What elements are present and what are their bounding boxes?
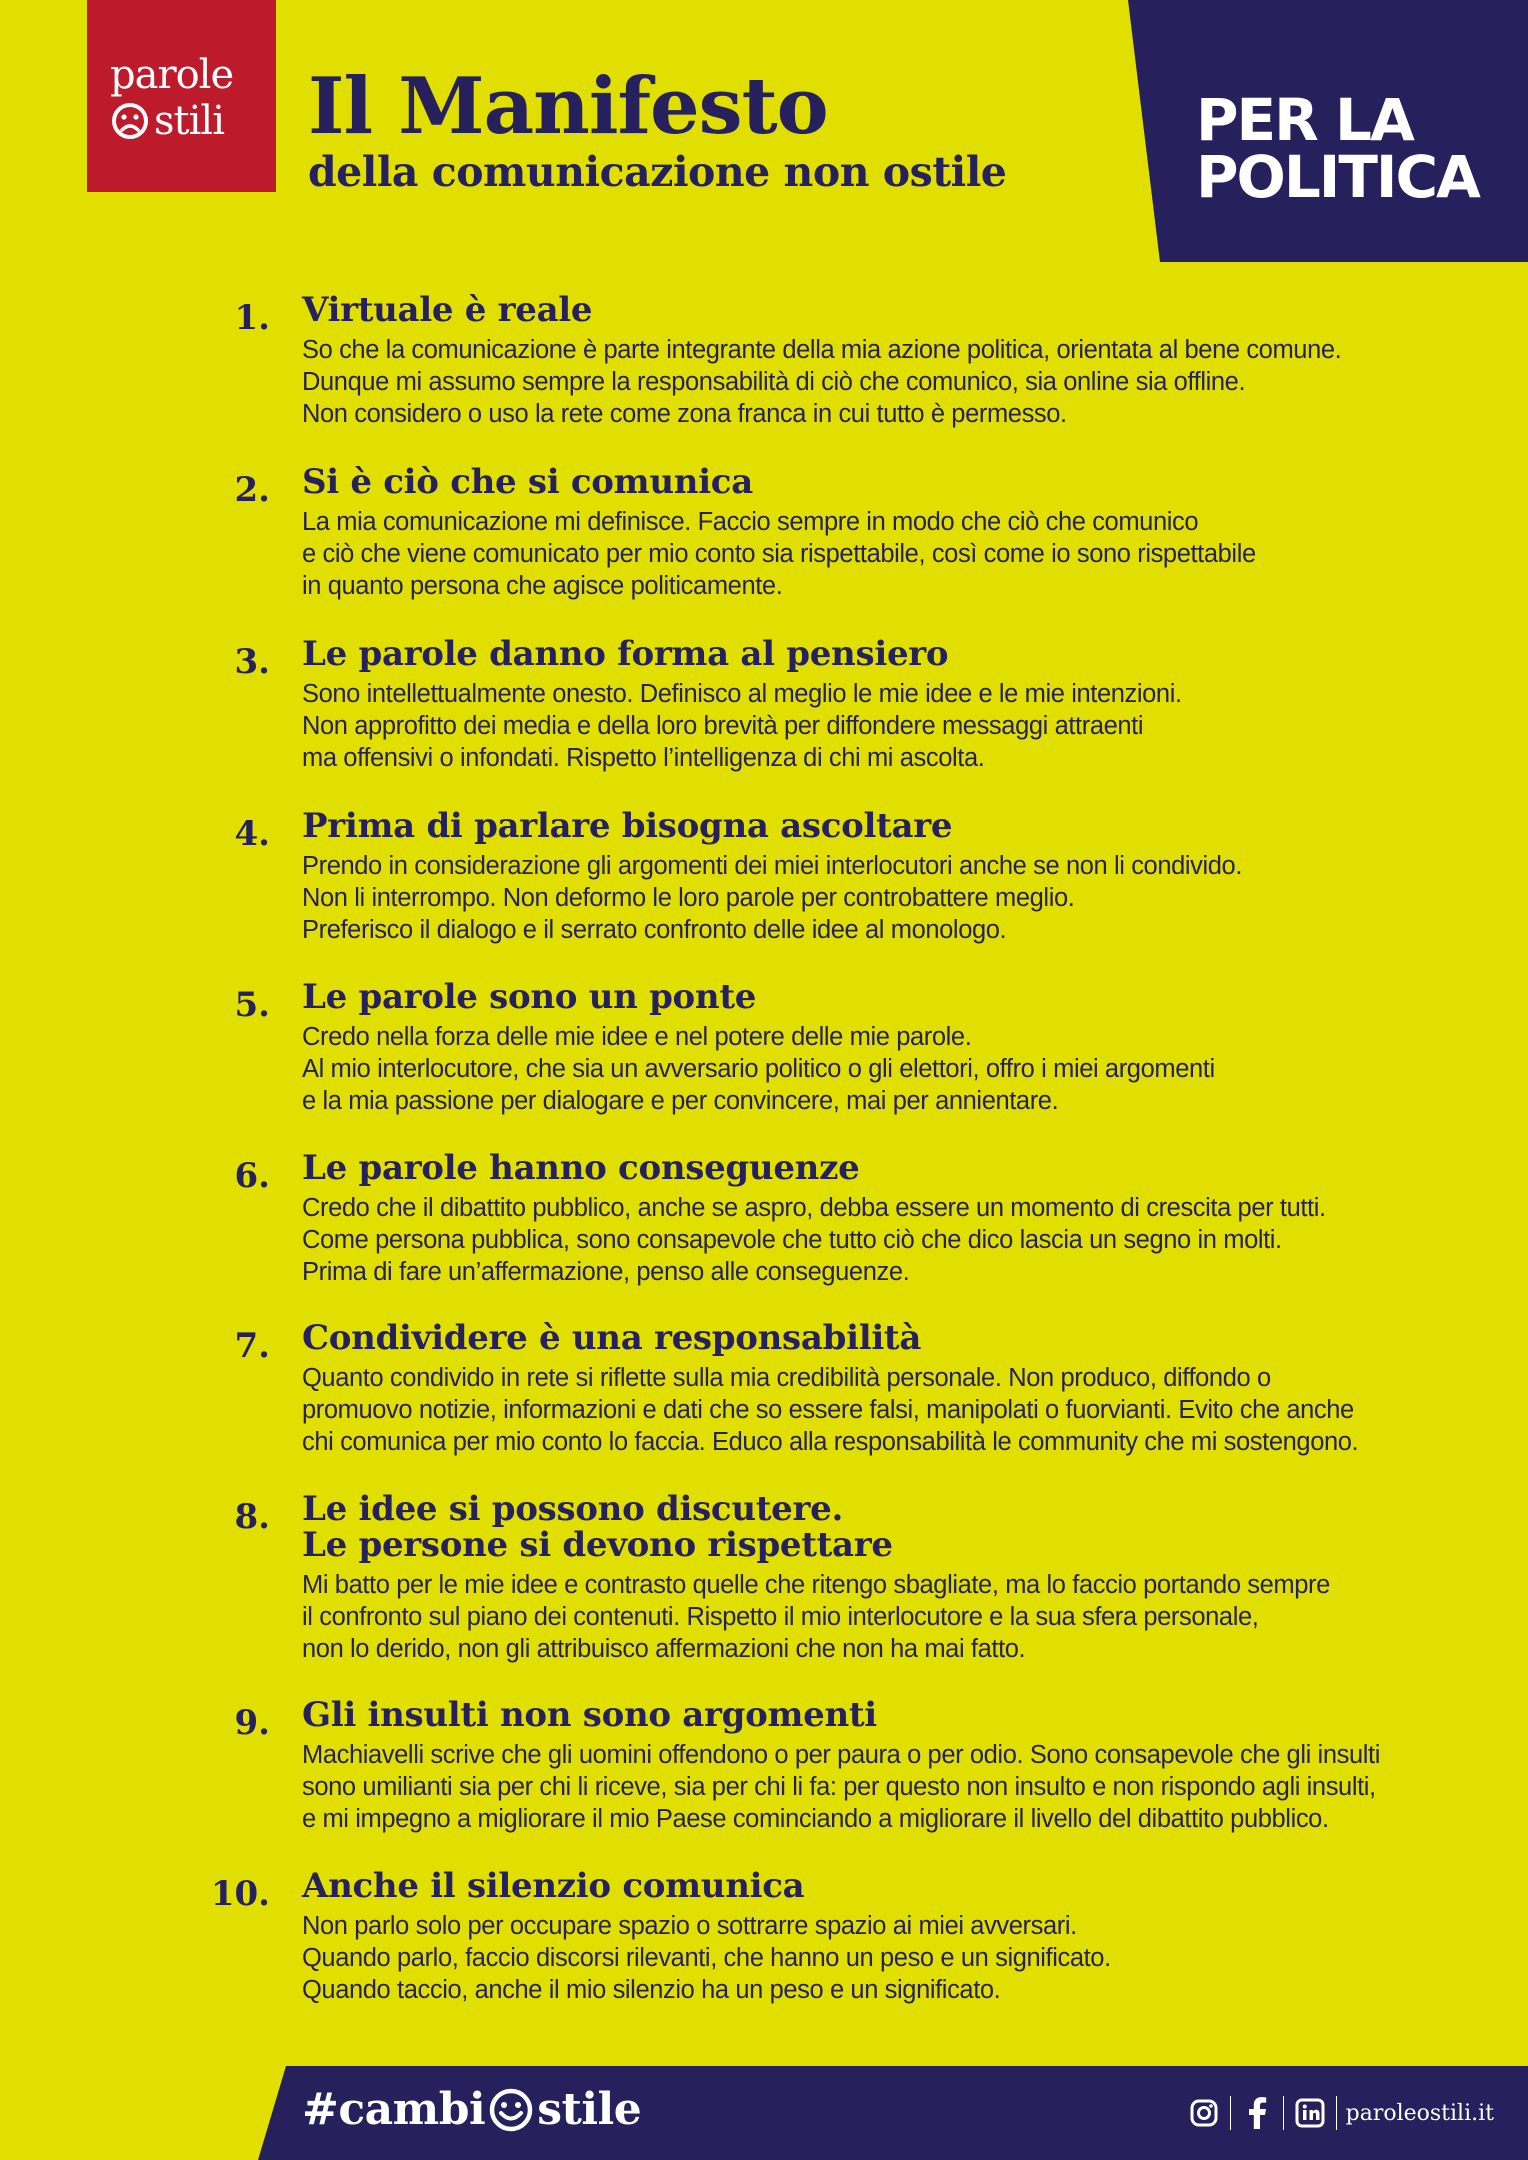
item-number: 10. [210,1874,270,1914]
item-body-line: Dunque mi assumo sempre la responsabilità di ciò che comunico, sia online sia offline. [302,368,1246,396]
item-body-line: Quando taccio, anche il mio silenzio ha un peso e un significato. [302,1976,1001,2004]
campaign-hashtag [302,2084,641,2135]
divider [1336,2096,1337,2130]
item-body-line: Preferisco il dialogo e il serrato confronto delle idee al monologo. [302,916,1007,944]
item-body [302,506,1256,602]
item-body-line: Non parlo solo per occupare spazio o sottrarre spazio ai miei avversari. [302,1912,1077,1940]
linkedin-icon[interactable] [1293,2096,1327,2130]
item-title [302,636,948,672]
item-body-line: La mia comunicazione mi definisce. Faccio sempre in modo che ciò che comunico [302,508,1199,536]
item-title-line: Condividere è una responsabilità [302,1318,922,1358]
item-number: 8. [234,1497,270,1537]
item-number: 1. [234,298,270,338]
item-body [302,1192,1326,1288]
divider [1283,2096,1284,2130]
item-title-line: Le persone si devono rispettare [302,1525,893,1565]
item-body-line: Non approfitto dei media e della loro brevità per diffondere messaggi attraenti [302,712,1144,740]
item-number: 3. [234,642,270,682]
item-title-line: Le parole hanno conseguenze [302,1148,860,1188]
item-title-line: Virtuale è reale [302,290,593,330]
sad-face-icon [110,101,150,141]
item-title [302,1491,893,1563]
item-body [302,334,1341,430]
item-body [302,1569,1330,1665]
facebook-icon[interactable] [1240,2096,1274,2130]
item-body-line: So che la comunicazione è parte integrante della mia azione politica, orientata al bene comune. [302,336,1342,364]
item-number: 6. [234,1156,270,1196]
item-title-line: Prima di parlare bisogna ascoltare [302,806,953,846]
item-body-line: Come persona pubblica, sono consapevole che tutto ciò che dico lascia un segno in molti. [302,1226,1282,1254]
item-body-line: Non considero o uso la rete come zona franca in cui tutto è permesso. [302,400,1067,428]
item-body [302,1021,1215,1117]
badge-line-1: PER LA [1196,86,1413,154]
item-body-line: Sono intellettualmente onesto. Definisco al meglio le mie idee e le mie intenzioni. [302,680,1182,708]
item-title [302,979,756,1015]
smiley-face-icon [487,2086,535,2134]
item-body [302,850,1242,946]
item-body-line: in quanto persona che agisce politicamente. [302,572,783,600]
item-body-line: Credo nella forza delle mie idee e nel potere delle mie parole. [302,1023,972,1051]
item-number: 7. [234,1326,270,1366]
item-body-line: promuovo notizie, informazioni e dati che so essere falsi, manipolati o fuorvianti. Evito che anche [302,1396,1354,1424]
item-body-line: e mi impegno a migliorare il mio Paese cominciando a migliorare il livello del dibattito pubblico. [302,1805,1329,1833]
social-links [1187,2096,1494,2130]
item-number: 9. [234,1703,270,1743]
item-body-line: non lo derido, non gli attribuisco affermazioni che non ha mai fatto. [302,1635,1026,1663]
item-body-line: Al mio interlocutore, che sia un avversario politico o gli elettori, offro i miei argomenti [302,1055,1215,1083]
item-body [302,678,1182,774]
item-body-line: Quanto condivido in rete si riflette sulla mia credibilità personale. Non produco, diffondo o [302,1364,1271,1392]
item-title [302,1150,859,1186]
logo-text-line2: stili [154,98,224,144]
website-link[interactable]: paroleostili.it [1345,2100,1494,2126]
item-title-line: Si è ciò che si comunica [302,462,753,502]
brand-logo [87,0,276,192]
item-title-line: Le parole sono un ponte [302,977,757,1017]
item-title [302,808,952,844]
item-number: 2. [234,470,270,510]
item-body-line: sono umilianti sia per chi li riceve, sia per chi li fa: per questo non insulto e non rispondo agli insulti, [302,1773,1376,1801]
item-title-line: Le idee si possono discutere. [302,1489,843,1529]
footer-bar [0,2066,1528,2160]
item-body-line: Non li interrompo. Non deformo le loro parole per controbattere meglio. [302,884,1075,912]
item-body [302,1910,1111,2006]
item-body-line: Prendo in considerazione gli argomenti dei miei interlocutori anche se non li condivido. [302,852,1243,880]
logo-line2 [110,98,224,144]
item-body-line: Credo che il dibattito pubblico, anche se aspro, debba essere un momento di crescita per tutti. [302,1194,1326,1222]
item-body-line: e la mia passione per dialogare e per convincere, mai per annientare. [302,1087,1059,1115]
badge-line-2: POLITICA [1196,142,1479,211]
item-title [302,1868,804,1904]
item-title [302,1697,877,1733]
category-badge-text [1196,86,1479,211]
hashtag-start: #cambi [302,2084,486,2135]
logo-text-line1: parole [110,52,234,98]
page-title: Il Manifesto [308,61,828,152]
item-title-line: Le parole danno forma al pensiero [302,634,949,674]
item-number: 4. [234,814,270,854]
item-body-line: ma offensivi o infondati. Rispetto l’intelligenza di chi mi ascolta. [302,744,985,772]
item-body-line: Prima di fare un’affermazione, penso alle conseguenze. [302,1258,910,1286]
item-body [302,1362,1358,1458]
item-title [302,292,592,328]
hashtag-end: stile [537,2084,642,2135]
item-body-line: il confronto sul piano dei contenuti. Rispetto il mio interlocutore e la sua sfera personale, [302,1603,1259,1631]
item-title [302,464,753,500]
item-body-line: Mi batto per le mie idee e contrasto quelle che ritengo sbagliate, ma lo faccio portando sempre [302,1571,1330,1599]
instagram-icon[interactable] [1187,2096,1221,2130]
item-title-line: Anche il silenzio comunica [302,1866,805,1906]
item-title [302,1320,921,1356]
item-body [302,1739,1380,1835]
item-body-line: e ciò che viene comunicato per mio conto sia rispettabile, così come io sono rispettabile [302,540,1256,568]
item-title-line: Gli insulti non sono argomenti [302,1695,877,1735]
divider [1230,2096,1231,2130]
item-body-line: Quando parlo, faccio discorsi rilevanti, che hanno un peso e un significato. [302,1944,1111,1972]
item-number: 5. [234,985,270,1025]
item-body-line: Machiavelli scrive che gli uomini offendono o per paura o per odio. Sono consapevole che gli insulti [302,1741,1380,1769]
page-subtitle: della comunicazione non ostile [308,148,1007,196]
item-body-line: chi comunica per mio conto lo faccia. Educo alla responsabilità le community che mi sostengono. [302,1428,1359,1456]
